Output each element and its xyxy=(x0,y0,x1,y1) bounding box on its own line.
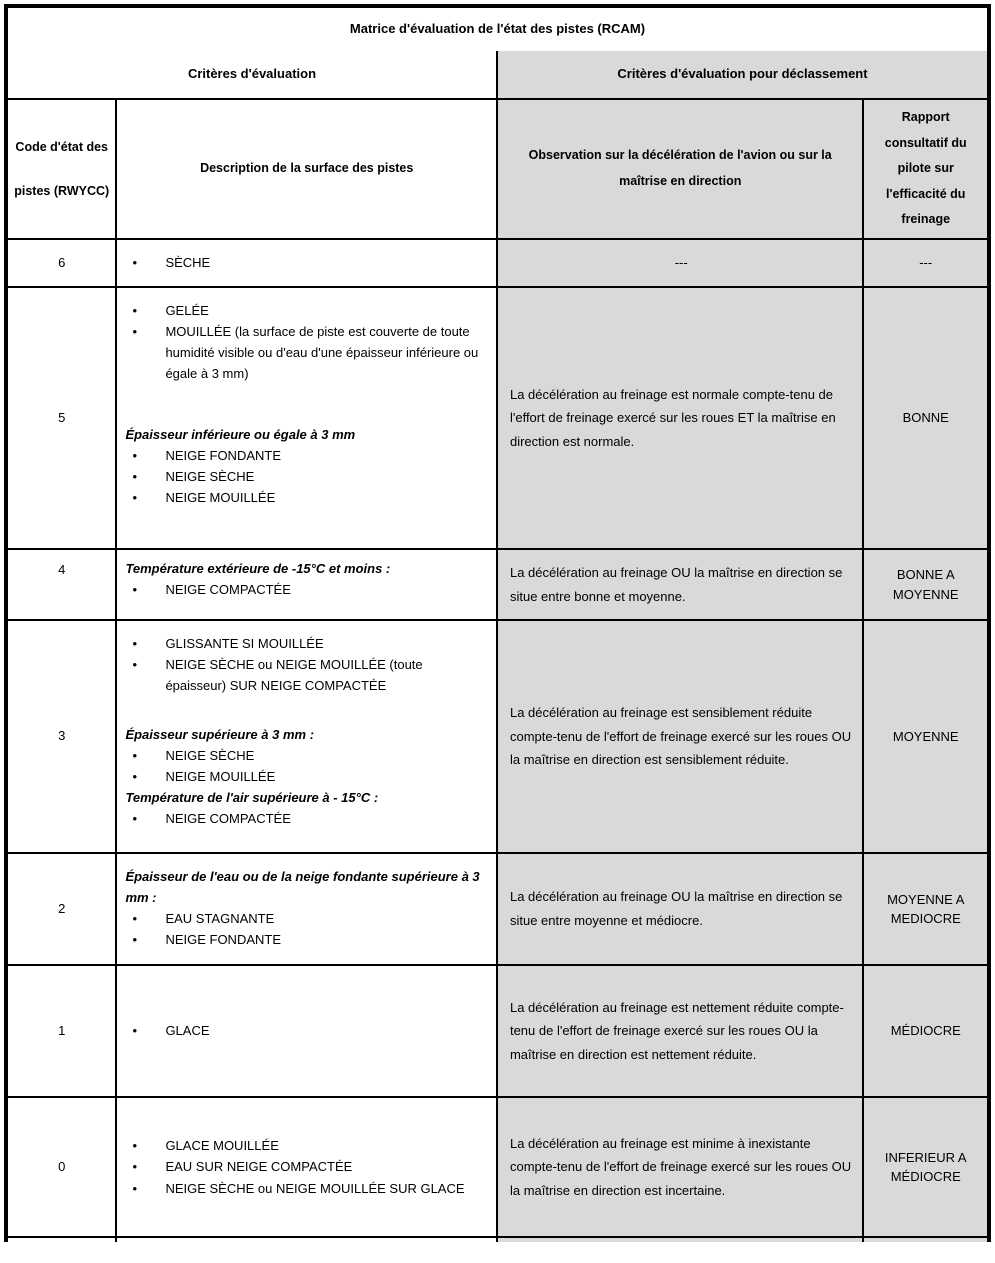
pilot-report-cell: INFERIEUR A MÉDIOCRE xyxy=(863,1097,989,1237)
rwycc-cell: 1 xyxy=(6,965,116,1097)
table-row xyxy=(6,965,989,1097)
condition-heading: Température de l'air supérieure à - 15°C : xyxy=(125,790,379,806)
surface-bullet-item: • NEIGE SÈCHE ou NEIGE MOUILLÉE (toute épaisseur) SUR NEIGE COMPACTÉE xyxy=(117,654,484,696)
rcam-table xyxy=(4,4,991,1242)
description-cell xyxy=(116,1097,497,1237)
column-header-row xyxy=(6,99,989,239)
observation-cell: --- xyxy=(497,239,863,287)
pilot-report-cell: MOYENNE xyxy=(863,620,989,853)
description-cell xyxy=(116,239,497,287)
condition-heading: Température extérieure de -15°C et moins : xyxy=(125,561,391,576)
eval-criteria-header: Critères d'évaluation xyxy=(6,51,497,99)
table-row xyxy=(6,239,989,287)
observation-cell: La décélération au freinage est sensiblement réduite compte-tenu de l'effort de freinage exercé sur les roues OU la maîtrise en direction est sensiblement réduite. xyxy=(497,620,863,853)
col-header-pilot-report: Rapport consultatif du pilote sur l'efficacité du freinage xyxy=(863,99,989,239)
surface-bullet-item: • NEIGE COMPACTÉE xyxy=(117,808,484,829)
description-cell xyxy=(116,549,497,620)
surface-bullet-item: • NEIGE MOUILLÉE xyxy=(117,766,484,787)
description-cell xyxy=(116,1237,497,1242)
surface-bullet-item: • NEIGE COMPACTÉE xyxy=(117,579,484,600)
rwycc-cell: 0 xyxy=(6,1097,116,1237)
title-row xyxy=(6,6,989,51)
table-row xyxy=(6,1097,989,1237)
description-cell xyxy=(116,853,497,965)
surface-bullet-item: • SÈCHE xyxy=(117,252,484,273)
rwycc-cell: 5 xyxy=(6,287,116,549)
group-header-row xyxy=(6,51,989,99)
observation-cell: La décélération au freinage OU la maîtrise en direction se situe entre bonne et moyenne. xyxy=(497,549,863,620)
spacer xyxy=(117,696,484,724)
surface-bullet-item: • NEIGE FONDANTE xyxy=(117,929,484,950)
surface-bullet-item: • GLACE xyxy=(117,1020,484,1041)
observation-cell: La décélération au freinage est normale compte-tenu de l'effort de freinage exercé sur les roues ET la maîtrise en direction est normale. xyxy=(497,287,863,549)
surface-bullet-item: • GLACE MOUILLÉE xyxy=(117,1135,484,1156)
pilot-report-cell: BONNE A MOYENNE xyxy=(863,549,989,620)
surface-bullet-item: • GLISSANTE SI MOUILLÉE xyxy=(117,633,484,654)
surface-bullet-item: • NEIGE SÈCHE ou NEIGE MOUILLÉE SUR GLACE xyxy=(117,1178,484,1199)
surface-bullet-item: • NEIGE MOUILLÉE xyxy=(117,487,484,508)
surface-bullet-item: • EAU STAGNANTE xyxy=(117,908,484,929)
col-header-rwycc: Code d'état des pistes (RWYCC) xyxy=(6,99,116,239)
surface-bullet-item: • NEIGE SÈCHE xyxy=(117,466,484,487)
observation-cell: La décélération au freinage OU la maîtrise en direction se situe entre moyenne et médiocre. xyxy=(497,853,863,965)
description-cell xyxy=(116,965,497,1097)
description-cell xyxy=(116,287,497,549)
table-row xyxy=(6,620,989,853)
col-header-observation: Observation sur la décélération de l'avion ou sur la maîtrise en direction xyxy=(497,99,863,239)
rwycc-cell: 3 xyxy=(6,620,116,853)
pilot-report-cell: BONNE xyxy=(863,287,989,549)
table-row xyxy=(6,287,989,549)
surface-bullet-item: • NEIGE SÈCHE xyxy=(117,745,484,766)
condition-heading: Épaisseur de l'eau ou de la neige fondante supérieure à 3 mm : xyxy=(125,869,480,906)
surface-bullet-item: • GELÉE xyxy=(117,300,484,321)
surface-bullet-item: • NEIGE FONDANTE xyxy=(117,445,484,466)
spacer xyxy=(117,384,484,424)
observation-cell xyxy=(497,1237,863,1242)
pilot-report-cell xyxy=(863,1237,989,1242)
pilot-report-cell: MOYENNE A MEDIOCRE xyxy=(863,853,989,965)
table-row xyxy=(6,853,989,965)
rwycc-cell xyxy=(6,1237,116,1242)
table-row xyxy=(6,549,989,620)
rwycc-cell: 4 xyxy=(6,549,116,620)
pilot-report-cell: MÉDIOCRE xyxy=(863,965,989,1097)
rwycc-cell: 6 xyxy=(6,239,116,287)
rwycc-cell: 2 xyxy=(6,853,116,965)
downgrade-criteria-header: Critères d'évaluation pour déclassement xyxy=(497,51,989,99)
observation-cell: La décélération au freinage est minime à inexistante compte-tenu de l'effort de freinage exercé sur les roues OU la maîtrise en direction est incertaine. xyxy=(497,1097,863,1237)
surface-bullet-item: • MOUILLÉE (la surface de piste est couverte de toute humidité visible ou d'eau d'une épaisseur inférieure ou égale à 3 mm) xyxy=(117,321,484,384)
condition-heading: Épaisseur inférieure ou égale à 3 mm xyxy=(125,427,356,443)
table-title: Matrice d'évaluation de l'état des pistes (RCAM) xyxy=(6,6,989,51)
col-header-description: Description de la surface des pistes xyxy=(116,99,497,239)
clipped-row xyxy=(6,1237,989,1242)
observation-cell: La décélération au freinage est nettement réduite compte-tenu de l'effort de freinage exercé sur les roues OU la maîtrise en direction est nettement réduite. xyxy=(497,965,863,1097)
surface-bullet-item: • EAU SUR NEIGE COMPACTÉE xyxy=(117,1156,484,1177)
condition-heading: Épaisseur supérieure à 3 mm : xyxy=(125,727,315,743)
description-cell xyxy=(116,620,497,853)
pilot-report-cell: --- xyxy=(863,239,989,287)
